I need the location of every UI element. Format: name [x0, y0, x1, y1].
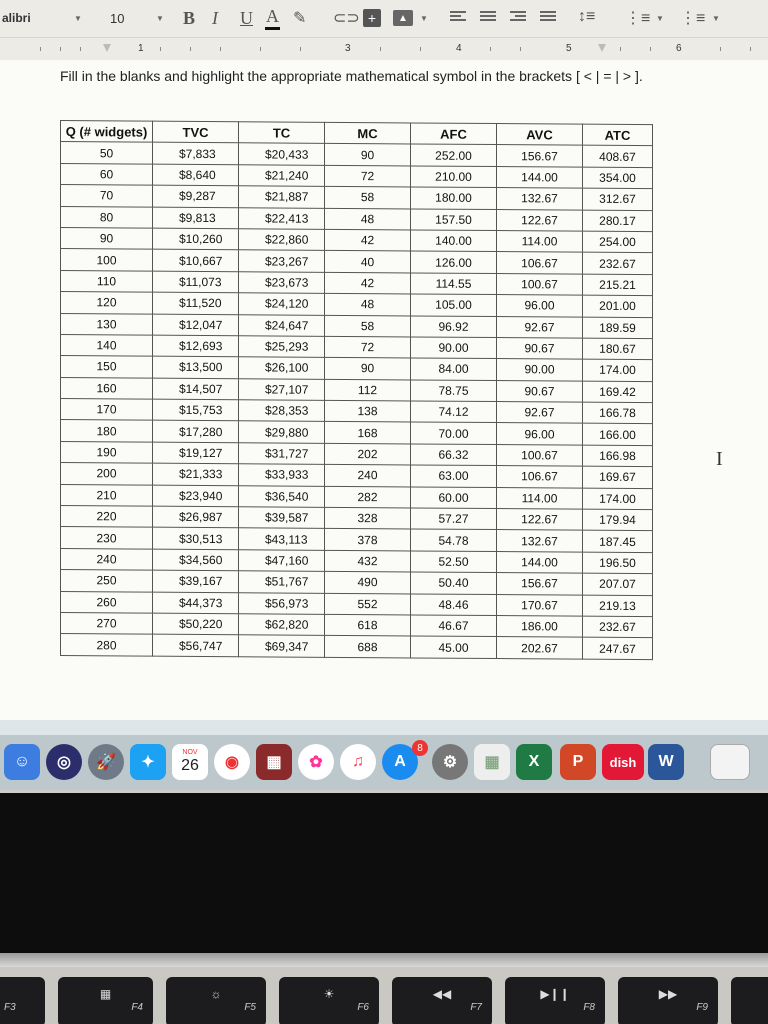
cell-q[interactable]: 250: [61, 570, 153, 592]
cell-q[interactable]: 70: [61, 185, 153, 207]
cell-q[interactable]: 110: [61, 270, 153, 292]
key-f3-label: F3: [4, 1002, 16, 1013]
cell-avc[interactable]: 100.67: [497, 444, 583, 466]
key-f6[interactable]: [279, 977, 379, 1024]
tab-stop-marker[interactable]: [598, 44, 606, 52]
cell-q[interactable]: 220: [61, 506, 153, 528]
cell-avc[interactable]: 96.00: [497, 295, 583, 317]
cell-afc[interactable]: 140.00: [411, 230, 497, 252]
cell-avc[interactable]: 114.00: [497, 487, 583, 509]
cell-avc[interactable]: 90.00: [497, 359, 583, 381]
cell-atc[interactable]: 166.78: [583, 402, 653, 424]
cell-avc[interactable]: 132.67: [497, 530, 583, 552]
key-f4-label: F4: [131, 1002, 143, 1013]
cell-mc[interactable]: 112: [325, 379, 411, 401]
insert-image-caret-icon[interactable]: ▼: [420, 14, 428, 23]
cell-q[interactable]: 170: [61, 399, 153, 421]
key-f10[interactable]: [731, 977, 768, 1024]
cell-mc[interactable]: 240: [325, 465, 411, 487]
cell-tvc[interactable]: $12,693: [153, 335, 239, 357]
launchpad-key-icon: ▦: [99, 987, 112, 1001]
excel-label: X: [528, 753, 540, 770]
cell-tvc[interactable]: $39,167: [153, 570, 239, 592]
cell-atc[interactable]: 312.67: [583, 188, 653, 210]
cell-mc[interactable]: 378: [325, 529, 411, 551]
cell-tvc[interactable]: $9,813: [153, 207, 239, 229]
dish-label: dish: [609, 754, 637, 770]
app-store-icon[interactable]: A: [382, 744, 418, 780]
cell-tc[interactable]: $23,267: [239, 250, 325, 272]
numbered-list-caret-icon[interactable]: ▼: [656, 14, 664, 23]
cell-q[interactable]: 190: [61, 441, 153, 463]
cell-tvc[interactable]: $30,513: [153, 528, 239, 550]
itunes-icon[interactable]: ♫: [340, 744, 376, 780]
screen-bezel: [0, 793, 768, 953]
key-f5[interactable]: [166, 977, 266, 1024]
header-tc: TC: [239, 122, 325, 144]
cell-afc[interactable]: 70.00: [411, 422, 497, 444]
cell-atc[interactable]: 187.45: [583, 531, 653, 553]
cell-mc[interactable]: 328: [325, 507, 411, 529]
cell-tc[interactable]: $28,353: [239, 400, 325, 422]
cell-tc[interactable]: $36,540: [239, 485, 325, 507]
cell-q[interactable]: 260: [61, 591, 153, 613]
play-pause-icon: ▶❙❙: [540, 987, 570, 1001]
cell-q[interactable]: 80: [61, 206, 153, 228]
cell-tvc[interactable]: $8,640: [153, 164, 239, 186]
text-color-label: A: [265, 6, 280, 30]
italic-button[interactable]: I: [212, 7, 218, 28]
cell-avc[interactable]: 132.67: [497, 188, 583, 210]
cell-tvc[interactable]: $11,520: [153, 292, 239, 314]
cell-afc[interactable]: 252.00: [411, 144, 497, 166]
photos-icon[interactable]: ✿: [298, 744, 334, 780]
cell-afc[interactable]: 57.27: [411, 508, 497, 530]
cell-tvc[interactable]: $14,507: [153, 378, 239, 400]
cell-atc[interactable]: 174.00: [583, 488, 653, 510]
key-f8-label: F8: [583, 1002, 595, 1013]
ruler-number: 5: [566, 43, 572, 54]
left-indent-marker[interactable]: [103, 44, 111, 52]
document-ruler[interactable]: [0, 38, 768, 60]
cell-tc[interactable]: $62,820: [239, 614, 325, 636]
key-f4[interactable]: [58, 977, 153, 1024]
cell-afc[interactable]: 60.00: [411, 487, 497, 509]
cell-afc[interactable]: 66.32: [411, 444, 497, 466]
cell-tc[interactable]: $24,120: [239, 293, 325, 315]
cell-tc[interactable]: $27,107: [239, 378, 325, 400]
font-size-select[interactable]: 10: [110, 11, 125, 26]
cell-atc[interactable]: 232.67: [583, 616, 653, 638]
cell-tc[interactable]: $20,433: [239, 143, 325, 165]
cell-atc[interactable]: 166.98: [583, 445, 653, 467]
cell-mc[interactable]: 552: [325, 593, 411, 615]
cell-avc[interactable]: 106.67: [497, 466, 583, 488]
key-f8[interactable]: [505, 977, 605, 1024]
cell-atc[interactable]: 189.59: [583, 317, 653, 339]
cell-tvc[interactable]: $9,287: [153, 185, 239, 207]
cell-afc[interactable]: 48.46: [411, 594, 497, 616]
cell-tvc[interactable]: $17,280: [153, 421, 239, 443]
cell-tvc[interactable]: $15,753: [153, 399, 239, 421]
app-store-badge: 8: [412, 740, 428, 756]
cell-mc[interactable]: 432: [325, 550, 411, 572]
key-f9-label: F9: [696, 1002, 708, 1013]
cell-atc[interactable]: 232.67: [583, 252, 653, 274]
cell-atc[interactable]: 215.21: [583, 274, 653, 296]
cell-avc[interactable]: 90.67: [497, 337, 583, 359]
key-f7[interactable]: [392, 977, 492, 1024]
cell-avc[interactable]: 122.67: [497, 209, 583, 231]
cell-avc[interactable]: 144.00: [497, 166, 583, 188]
cell-afc[interactable]: 63.00: [411, 465, 497, 487]
cell-atc[interactable]: 254.00: [583, 231, 653, 253]
cell-avc[interactable]: 156.67: [497, 145, 583, 167]
cell-afc[interactable]: 45.00: [411, 636, 497, 658]
excel-icon[interactable]: [516, 744, 552, 780]
cell-mc[interactable]: 490: [325, 572, 411, 594]
cell-q[interactable]: 140: [61, 334, 153, 356]
text-color-button[interactable]: [265, 6, 280, 30]
key-f9[interactable]: [618, 977, 718, 1024]
cell-mc[interactable]: 42: [325, 229, 411, 251]
launchpad-icon[interactable]: 🚀: [88, 744, 124, 780]
chrome-icon[interactable]: ◉: [214, 744, 250, 780]
cell-tc[interactable]: $29,880: [239, 421, 325, 443]
cell-avc[interactable]: 122.67: [497, 509, 583, 531]
cell-atc[interactable]: 169.42: [583, 381, 653, 403]
align-right-icon[interactable]: [510, 11, 526, 25]
key-f6-label: F6: [357, 1002, 369, 1013]
cell-mc[interactable]: 168: [325, 422, 411, 444]
cell-tc[interactable]: $22,860: [239, 229, 325, 251]
keyboard: [0, 967, 768, 1024]
cell-tvc[interactable]: $10,667: [153, 249, 239, 271]
cell-mc[interactable]: 90: [325, 358, 411, 380]
laptop-hinge: [0, 953, 768, 967]
cell-tvc[interactable]: $56,747: [153, 635, 239, 657]
cell-q[interactable]: 90: [61, 227, 153, 249]
minimized-window-thumbnail[interactable]: [710, 744, 750, 780]
cell-mc[interactable]: 90: [325, 144, 411, 166]
align-center-icon[interactable]: [480, 11, 496, 25]
cell-tvc[interactable]: $50,220: [153, 613, 239, 635]
dish-icon[interactable]: [602, 744, 644, 780]
cell-tvc[interactable]: $26,987: [153, 506, 239, 528]
cell-tvc[interactable]: $19,127: [153, 442, 239, 464]
cell-afc[interactable]: 52.50: [411, 551, 497, 573]
cell-tvc[interactable]: $44,373: [153, 592, 239, 614]
word-label: W: [658, 753, 674, 770]
system-preferences-icon[interactable]: ⚙: [432, 744, 468, 780]
cell-tc[interactable]: $21,887: [239, 186, 325, 208]
underline-button[interactable]: U: [240, 7, 253, 28]
insert-comment-icon[interactable]: +: [363, 9, 381, 27]
dock: [0, 735, 768, 790]
cell-tc[interactable]: $21,240: [239, 165, 325, 187]
cell-mc[interactable]: 40: [325, 251, 411, 273]
cell-tc[interactable]: $69,347: [239, 635, 325, 657]
cell-afc[interactable]: 210.00: [411, 166, 497, 188]
cell-atc[interactable]: 174.00: [583, 359, 653, 381]
insert-link-icon[interactable]: ⊂⊃: [333, 10, 360, 27]
ruler-number: 4: [456, 43, 462, 54]
cell-tc[interactable]: $43,113: [239, 528, 325, 550]
cell-avc[interactable]: 202.67: [497, 637, 583, 659]
ruler-number: 3: [345, 43, 351, 54]
key-f5-label: F5: [244, 1002, 256, 1013]
cell-mc[interactable]: 42: [325, 272, 411, 294]
cell-avc[interactable]: 144.00: [497, 551, 583, 573]
align-justify-icon[interactable]: [540, 11, 556, 25]
cell-avc[interactable]: 90.67: [497, 380, 583, 402]
cell-q[interactable]: 230: [61, 527, 153, 549]
cell-mc[interactable]: 48: [325, 208, 411, 230]
siri-icon[interactable]: ◎: [46, 744, 82, 780]
bulleted-list-icon[interactable]: ⋮≡: [680, 10, 706, 27]
cell-afc[interactable]: 74.12: [411, 401, 497, 423]
cell-q[interactable]: 200: [61, 463, 153, 485]
ruler-number: 6: [676, 43, 682, 54]
cell-q[interactable]: 60: [61, 163, 153, 185]
cell-mc[interactable]: 138: [325, 400, 411, 422]
cell-afc[interactable]: 90.00: [411, 337, 497, 359]
cell-tvc[interactable]: $21,333: [153, 463, 239, 485]
cell-afc[interactable]: 78.75: [411, 380, 497, 402]
cell-q[interactable]: 240: [61, 548, 153, 570]
cell-mc[interactable]: 48: [325, 293, 411, 315]
word-icon[interactable]: [648, 744, 684, 780]
cell-atc[interactable]: 166.00: [583, 424, 653, 446]
cell-afc[interactable]: 105.00: [411, 294, 497, 316]
align-left-icon[interactable]: [450, 11, 466, 25]
cell-atc[interactable]: 354.00: [583, 167, 653, 189]
cell-mc[interactable]: 282: [325, 486, 411, 508]
photo-booth-icon[interactable]: ▦: [256, 744, 292, 780]
cell-avc[interactable]: 170.67: [497, 594, 583, 616]
cell-q[interactable]: 100: [61, 249, 153, 271]
keyboard-light-down-icon: ☼: [210, 987, 222, 1001]
cell-avc[interactable]: 106.67: [497, 252, 583, 274]
header-tvc: TVC: [153, 121, 239, 143]
key-f3[interactable]: [0, 977, 45, 1024]
cell-avc[interactable]: 156.67: [497, 573, 583, 595]
twitter-icon[interactable]: ✦: [130, 744, 166, 780]
insert-image-icon[interactable]: ▲: [393, 10, 413, 26]
cell-mc[interactable]: 618: [325, 614, 411, 636]
cell-mc[interactable]: 58: [325, 187, 411, 209]
calendar-month: NOV: [182, 749, 198, 756]
text-cursor-icon: I: [716, 448, 723, 470]
cell-atc[interactable]: 201.00: [583, 295, 653, 317]
cell-avc[interactable]: 186.00: [497, 616, 583, 638]
cell-avc[interactable]: 92.67: [497, 402, 583, 424]
cell-atc[interactable]: 179.94: [583, 509, 653, 531]
ruler-number: 1: [138, 43, 144, 54]
cell-afc[interactable]: 50.40: [411, 572, 497, 594]
cell-mc[interactable]: 72: [325, 336, 411, 358]
cell-tc[interactable]: $26,100: [239, 357, 325, 379]
cell-atc[interactable]: 219.13: [583, 595, 653, 617]
cell-q[interactable]: 160: [61, 377, 153, 399]
cell-tc[interactable]: $23,673: [239, 271, 325, 293]
instruction-text: Fill in the blanks and highlight the appropriate mathematical symbol in the brackets [ < | = | > ].: [60, 68, 643, 84]
header-afc: AFC: [411, 123, 497, 145]
header-q: Q (# widgets): [61, 121, 153, 143]
cell-q[interactable]: 180: [61, 420, 153, 442]
cell-tc[interactable]: $47,160: [239, 550, 325, 572]
font-name-caret-icon[interactable]: ▼: [74, 14, 82, 23]
numbered-list-icon[interactable]: ⋮≡: [625, 10, 651, 27]
font-size-caret-icon[interactable]: ▼: [156, 14, 164, 23]
cell-mc[interactable]: 688: [325, 636, 411, 658]
cell-avc[interactable]: 96.00: [497, 423, 583, 445]
cell-atc[interactable]: 408.67: [583, 146, 653, 168]
cell-atc[interactable]: 180.67: [583, 338, 653, 360]
cell-afc[interactable]: 54.78: [411, 529, 497, 551]
cell-afc[interactable]: 96.92: [411, 315, 497, 337]
cell-mc[interactable]: 72: [325, 165, 411, 187]
bold-button[interactable]: B: [183, 7, 196, 28]
cell-q[interactable]: 120: [61, 292, 153, 314]
calendar-day: 26: [181, 757, 199, 774]
cell-atc[interactable]: 196.50: [583, 552, 653, 574]
cell-tc[interactable]: $51,767: [239, 571, 325, 593]
cell-q[interactable]: 210: [61, 484, 153, 506]
grid-app-icon[interactable]: ▦: [474, 744, 510, 780]
finder-icon[interactable]: ☺: [4, 744, 40, 780]
bulleted-list-caret-icon[interactable]: ▼: [712, 14, 720, 23]
cell-atc[interactable]: 207.07: [583, 573, 653, 595]
cell-afc[interactable]: 157.50: [411, 209, 497, 231]
cell-q[interactable]: 270: [61, 612, 153, 634]
cell-tc[interactable]: $25,293: [239, 336, 325, 358]
cell-afc[interactable]: 114.55: [411, 273, 497, 295]
font-name-select[interactable]: alibri: [2, 11, 31, 25]
table-row: [61, 634, 653, 660]
key-f7-label: F7: [470, 1002, 482, 1013]
cell-avc[interactable]: 92.67: [497, 316, 583, 338]
cell-mc[interactable]: 58: [325, 315, 411, 337]
cell-tc[interactable]: $39,587: [239, 507, 325, 529]
cell-afc[interactable]: 84.00: [411, 358, 497, 380]
cell-tvc[interactable]: $23,940: [153, 485, 239, 507]
cell-tvc[interactable]: $10,260: [153, 228, 239, 250]
cell-atc[interactable]: 169.67: [583, 466, 653, 488]
cell-afc[interactable]: 46.67: [411, 615, 497, 637]
fast-forward-icon: ▶▶: [658, 987, 678, 1001]
header-atc: ATC: [583, 124, 653, 146]
formatting-toolbar: [0, 0, 768, 38]
cell-tvc[interactable]: $11,073: [153, 271, 239, 293]
powerpoint-icon[interactable]: [560, 744, 596, 780]
powerpoint-label: P: [572, 753, 584, 770]
cell-tvc[interactable]: $34,560: [153, 549, 239, 571]
cell-afc[interactable]: 126.00: [411, 251, 497, 273]
cell-tc[interactable]: $31,727: [239, 443, 325, 465]
cell-avc[interactable]: 100.67: [497, 273, 583, 295]
line-spacing-icon[interactable]: ↕≡: [578, 8, 596, 25]
cell-mc[interactable]: 202: [325, 443, 411, 465]
keyboard-light-up-icon: ☀: [323, 987, 335, 1001]
cell-q[interactable]: 50: [61, 142, 153, 164]
cell-tc[interactable]: $56,973: [239, 592, 325, 614]
cell-q[interactable]: 130: [61, 313, 153, 335]
cell-q[interactable]: 150: [61, 356, 153, 378]
cell-tvc[interactable]: $7,833: [153, 143, 239, 165]
cell-tc[interactable]: $33,933: [239, 464, 325, 486]
rewind-icon: ◀◀: [432, 987, 452, 1001]
cell-tvc[interactable]: $12,047: [153, 314, 239, 336]
cost-table: [60, 120, 653, 660]
cell-afc[interactable]: 180.00: [411, 187, 497, 209]
header-avc: AVC: [497, 124, 583, 146]
calendar-icon[interactable]: [172, 744, 208, 780]
cell-tvc[interactable]: $13,500: [153, 356, 239, 378]
cell-tc[interactable]: $22,413: [239, 207, 325, 229]
cell-atc[interactable]: 247.67: [583, 638, 653, 660]
cell-q[interactable]: 280: [61, 634, 153, 656]
cell-avc[interactable]: 114.00: [497, 231, 583, 253]
highlight-brush-icon[interactable]: ✎: [293, 10, 307, 27]
cell-atc[interactable]: 280.17: [583, 210, 653, 232]
header-mc: MC: [325, 122, 411, 144]
cell-tc[interactable]: $24,647: [239, 314, 325, 336]
